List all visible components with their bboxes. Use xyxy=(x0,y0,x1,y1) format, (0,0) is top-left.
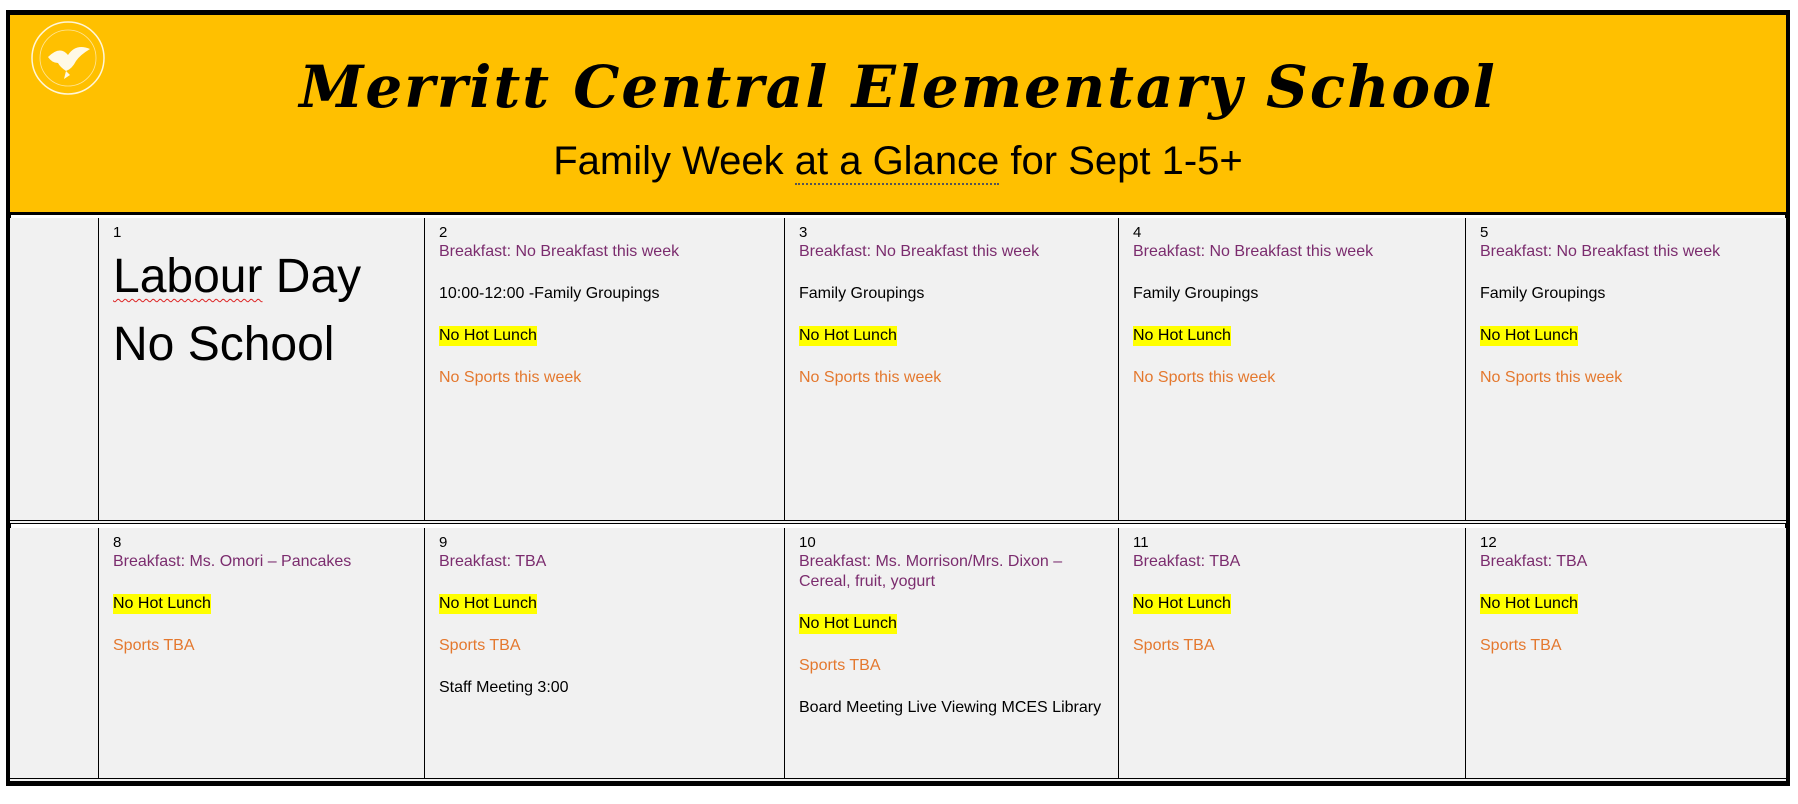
day-number: 12 xyxy=(1480,534,1497,551)
holiday-word-rest: Day xyxy=(262,250,362,303)
calendar-grid xyxy=(10,215,1786,787)
day-number: 9 xyxy=(439,534,448,551)
hot-lunch-text: No Hot Lunch xyxy=(799,615,897,632)
day-cell xyxy=(784,218,1118,520)
day-cell xyxy=(1118,218,1465,520)
breakfast-text: Breakfast: TBA xyxy=(1133,553,1241,570)
day-cell xyxy=(1465,218,1786,520)
subtitle-prefix: Family Week xyxy=(553,139,795,183)
day-cell xyxy=(424,528,784,778)
sports-text: Sports TBA xyxy=(439,637,521,654)
day-number: 1 xyxy=(113,224,122,241)
sports-text: Sports TBA xyxy=(1480,637,1562,654)
day-number: 2 xyxy=(439,224,448,241)
day-cell xyxy=(784,528,1118,778)
hot-lunch-text: No Hot Lunch xyxy=(799,327,897,344)
week-margin-cell xyxy=(10,218,98,520)
sports-text: No Sports this week xyxy=(799,369,942,386)
breakfast-text: Breakfast: No Breakfast this week xyxy=(439,243,680,260)
day-number: 8 xyxy=(113,534,122,551)
week-margin-cell xyxy=(10,528,98,778)
day-number: 5 xyxy=(1480,224,1489,241)
event-text: Staff Meeting 3:00 xyxy=(439,679,569,696)
no-school-label: No School xyxy=(113,318,335,371)
hot-lunch-text: No Hot Lunch xyxy=(1133,327,1231,344)
holiday-word: Labour xyxy=(113,250,263,303)
day-cell xyxy=(98,218,424,520)
week-subtitle xyxy=(10,139,1786,184)
subtitle-glance: at a Glance xyxy=(794,139,1000,183)
hot-lunch-text: No Hot Lunch xyxy=(1133,595,1231,612)
sports-text: No Sports this week xyxy=(1480,369,1623,386)
event-text: Board Meeting Live Viewing MCES Library xyxy=(799,699,1102,716)
subtitle-suffix: for Sept 1-5+ xyxy=(999,139,1243,183)
day-number: 3 xyxy=(799,224,808,241)
day-cell xyxy=(1465,528,1786,778)
week-row xyxy=(10,218,1786,524)
day-cell xyxy=(424,218,784,520)
breakfast-text: Breakfast: Ms. Morrison/Mrs. Dixon – Cereal, fruit, yogurt xyxy=(799,553,1063,590)
event-text: Family Groupings xyxy=(799,285,925,302)
sports-text: Sports TBA xyxy=(799,657,881,674)
header-banner xyxy=(10,15,1786,215)
day-number: 11 xyxy=(1133,534,1149,551)
day-number: 10 xyxy=(799,534,816,551)
day-cell xyxy=(1118,528,1465,778)
breakfast-text: Breakfast: Ms. Omori – Pancakes xyxy=(113,553,352,570)
hot-lunch-text: No Hot Lunch xyxy=(1480,595,1578,612)
sports-text: No Sports this week xyxy=(1133,369,1276,386)
sports-text: No Sports this week xyxy=(439,369,582,386)
school-title: Merritt Central Elementary School xyxy=(299,53,1497,121)
breakfast-text: Breakfast: TBA xyxy=(1480,553,1588,570)
event-text: 10:00-12:00 -Family Groupings xyxy=(439,285,660,302)
breakfast-text: Breakfast: TBA xyxy=(439,553,547,570)
hot-lunch-text: No Hot Lunch xyxy=(113,595,211,612)
breakfast-text: Breakfast: No Breakfast this week xyxy=(1480,243,1721,260)
event-text: Family Groupings xyxy=(1133,285,1259,302)
breakfast-text: Breakfast: No Breakfast this week xyxy=(799,243,1040,260)
event-text: Family Groupings xyxy=(1480,285,1606,302)
week-row xyxy=(10,528,1786,782)
hot-lunch-text: No Hot Lunch xyxy=(439,327,537,344)
day-number: 4 xyxy=(1133,224,1142,241)
sports-text: Sports TBA xyxy=(113,637,195,654)
hot-lunch-text: No Hot Lunch xyxy=(1480,327,1578,344)
sports-text: Sports TBA xyxy=(1133,637,1215,654)
day-cell xyxy=(98,528,424,778)
hot-lunch-text: No Hot Lunch xyxy=(439,595,537,612)
holiday-title xyxy=(113,244,410,310)
breakfast-text: Breakfast: No Breakfast this week xyxy=(1133,243,1374,260)
